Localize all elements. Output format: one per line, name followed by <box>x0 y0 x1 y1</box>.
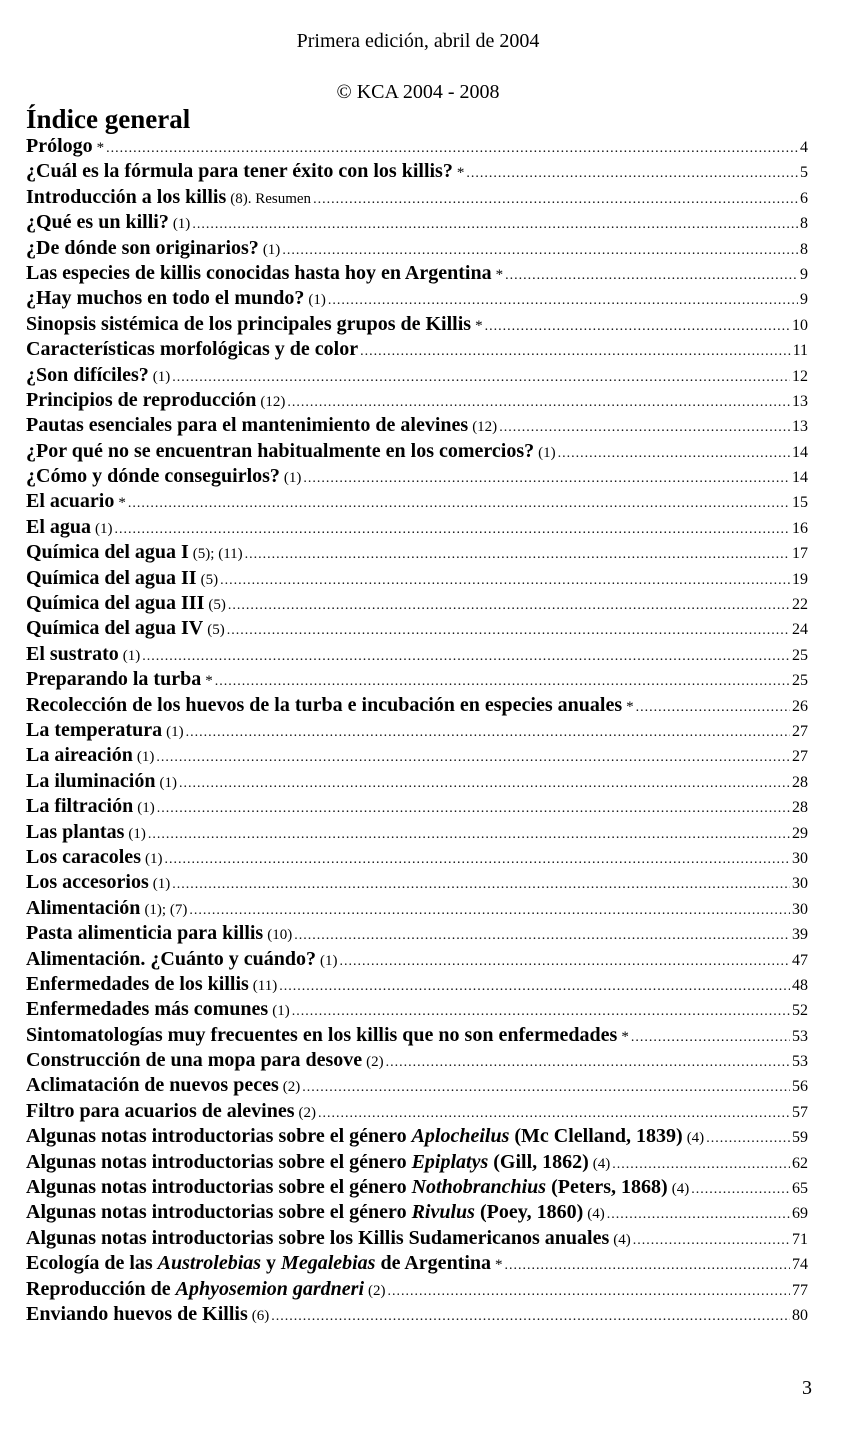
toc-entry-source-note: (1) <box>272 1003 290 1020</box>
toc-entry-title-text: Algunas notas introductorias sobre los Killis Sudamericanos anuales <box>26 1226 610 1249</box>
toc-entry <box>26 997 808 1022</box>
toc-entry <box>26 159 808 184</box>
toc-entry-title-text: Los caracoles <box>26 845 141 868</box>
toc-entry-title <box>26 769 155 794</box>
toc-leader-dots <box>607 1202 790 1227</box>
toc-entry-page: 53 <box>792 1027 808 1045</box>
toc-leader-dots <box>360 339 790 364</box>
toc-entry-source-note: (2) <box>368 1282 386 1299</box>
toc-entry-title <box>26 1226 609 1251</box>
toc-entry-title-text: La iluminación <box>26 769 156 792</box>
toc-entry <box>26 439 808 464</box>
toc-entry-source-note: (5) <box>200 571 219 588</box>
toc-entry-source-note: (2) <box>298 1104 316 1121</box>
toc-entry <box>26 820 808 845</box>
toc-entry-title-text: Reproducción de <box>26 1277 176 1300</box>
toc-entry-page: 48 <box>792 976 808 994</box>
toc-entry-page: 8 <box>800 215 808 233</box>
toc-entry <box>26 591 808 616</box>
toc-entry-page: 74 <box>792 1256 808 1274</box>
toc-entry-page: 57 <box>792 1103 808 1121</box>
toc-entry-title-text: Química del agua III <box>26 592 205 615</box>
toc-entry <box>26 947 808 972</box>
toc-entry-page: 17 <box>792 545 808 563</box>
toc-entry-source-note: (1) <box>283 470 302 487</box>
toc-entry-title <box>26 1124 683 1149</box>
toc-entry-title <box>26 1175 668 1200</box>
toc-entry-page: 30 <box>792 875 808 893</box>
toc-entry-source-note: (4) <box>592 1155 611 1172</box>
toc-entry-title-text: Pautas esenciales para el mantenimiento de alevines <box>26 414 469 437</box>
toc-entry-source-note: (11) <box>252 977 278 994</box>
toc-leader-dots <box>302 1075 790 1100</box>
toc-entry <box>26 642 808 667</box>
toc-entry-source-note: (1) <box>166 723 184 740</box>
toc-entry-page: 80 <box>792 1306 808 1324</box>
toc-entry-title <box>26 591 204 616</box>
toc-leader-dots <box>164 847 790 872</box>
toc-entry-source-note: (4) <box>671 1181 690 1198</box>
toc-entry-title-italic: Nothobranchius <box>411 1176 547 1199</box>
toc-entry-title <box>26 667 201 692</box>
toc-entry <box>26 896 808 921</box>
toc-entry <box>26 286 808 311</box>
toc-entry-title <box>26 413 468 438</box>
toc-entry-source-note: (1) <box>152 876 171 893</box>
toc-leader-dots <box>189 898 790 923</box>
edition-line: Primera edición, abril de 2004 <box>296 30 540 52</box>
toc-leader-dots <box>633 1228 790 1253</box>
toc-leader-dots <box>192 212 798 237</box>
toc-entry-title-text: Algunas notas introductorias sobre el género <box>26 1201 412 1224</box>
toc-entry-title-text: ¿De dónde son originarios? <box>26 236 259 259</box>
toc-leader-dots <box>485 314 790 339</box>
toc-entry-page: 53 <box>792 1053 808 1071</box>
toc-entry-title-text: (Poey, 1860) <box>474 1201 584 1224</box>
toc-entry-title <box>26 464 280 489</box>
toc-entry-title <box>26 1251 491 1276</box>
toc-entry-source-note: (8). Resumen <box>230 190 312 207</box>
toc-leader-dots <box>228 593 790 618</box>
toc-entry-source-note: (10) <box>267 927 293 944</box>
toc-entry-source-note: * <box>205 673 213 690</box>
toc-entry-title <box>26 896 140 921</box>
toc-entry-title <box>26 1302 248 1327</box>
toc-entry-title <box>26 642 119 667</box>
toc-entry-title <box>26 489 114 514</box>
toc-entry-title-text: y <box>261 1252 282 1275</box>
toc-entry-title-text: Principios de reproducción <box>26 388 257 411</box>
toc-entry-page: 28 <box>792 799 808 817</box>
toc-entry-title-text: La filtración <box>26 795 134 818</box>
toc-entry-page: 29 <box>792 824 808 842</box>
toc-entry-source-note: * <box>495 266 504 283</box>
toc-entry <box>26 363 808 388</box>
toc-entry-title <box>26 388 256 413</box>
toc-entry-title <box>26 1023 617 1048</box>
toc-entry-source-note: (1) <box>172 216 191 233</box>
toc-entry <box>26 743 808 768</box>
toc-entry <box>26 921 808 946</box>
toc-entry-title-text: Los accesorios <box>26 871 149 894</box>
toc-entry <box>26 489 808 514</box>
toc-entry-title <box>26 236 259 261</box>
toc-entry-page: 13 <box>792 418 808 436</box>
toc-leader-dots <box>505 1253 790 1278</box>
toc-entry-page: 39 <box>792 926 808 944</box>
toc-entry-title-text: La aireación <box>26 744 133 767</box>
toc-entry-page: 10 <box>792 316 808 334</box>
toc-entry <box>26 718 808 743</box>
toc-entry-title-text: Algunas notas introductorias sobre el género <box>26 1125 412 1148</box>
toc-entry-source-note: (2) <box>282 1079 301 1096</box>
toc-entry-page: 5 <box>800 164 808 182</box>
toc-entry-page: 25 <box>792 672 808 690</box>
toc-leader-dots <box>292 999 790 1024</box>
toc-entry-title-italic: Rivulus <box>411 1201 475 1224</box>
toc-entry-title-text: Las especies de killis conocidas hasta hoy en Argentina <box>26 261 492 284</box>
toc-entry-page: 28 <box>792 773 808 791</box>
toc-entry-title <box>26 1277 364 1302</box>
toc-entry <box>26 769 808 794</box>
toc-entry <box>26 1200 808 1225</box>
toc-entry <box>26 540 808 565</box>
toc-entry-source-note: * <box>475 317 483 334</box>
toc-entry-title-text: Química del agua II <box>26 566 197 589</box>
toc-entry-title <box>26 1150 589 1175</box>
toc-entry <box>26 1277 808 1302</box>
toc-entry-source-note: (1) <box>262 241 281 258</box>
toc-entry-source-note: * <box>456 165 465 182</box>
toc-leader-dots <box>227 618 790 643</box>
toc-entry-page: 27 <box>792 748 808 766</box>
toc-leader-dots <box>148 822 790 847</box>
toc-leader-dots <box>303 466 790 491</box>
toc-entry-source-note: (1) <box>144 850 163 867</box>
toc-entry-source-note: (12) <box>260 393 286 410</box>
toc-entry-page: 6 <box>800 189 808 207</box>
toc-entry <box>26 312 808 337</box>
toc-leader-dots <box>505 263 798 288</box>
toc-entry-title <box>26 997 268 1022</box>
toc-entry <box>26 667 808 692</box>
toc-entry-source-note: (1) <box>95 520 113 537</box>
toc-entry-source-note: (4) <box>613 1231 631 1248</box>
toc-entry <box>26 1124 808 1149</box>
toc-entry-title-text: Construcción de una mopa para desove <box>26 1049 363 1072</box>
toc-entry-page: 24 <box>792 621 808 639</box>
toc-entry-source-note: (1) <box>137 800 155 817</box>
toc-entry-source-note: (12) <box>472 419 498 436</box>
toc-entry <box>26 1251 808 1276</box>
toc-entry <box>26 1048 808 1073</box>
toc-entry <box>26 515 808 540</box>
toc-leader-dots <box>388 1279 791 1304</box>
toc-entry-title-text: Alimentación. ¿Cuánto y cuándo? <box>26 947 317 970</box>
toc-leader-dots <box>631 1025 790 1050</box>
toc-entry <box>26 1226 808 1251</box>
toc-entry-source-note: (1) <box>320 952 338 969</box>
toc-entry-title <box>26 972 249 997</box>
toc-entry-page: 56 <box>792 1078 808 1096</box>
toc-leader-dots <box>156 745 790 770</box>
toc-entry-title-text: Las plantas <box>26 820 125 843</box>
toc-entry-source-note: (2) <box>366 1054 384 1071</box>
toc-leader-dots <box>179 771 790 796</box>
toc-entry-title-text: Enfermedades de los killis <box>26 972 249 995</box>
toc-entry-title <box>26 312 471 337</box>
toc-entry-page: 12 <box>792 367 808 385</box>
toc-leader-dots <box>612 1152 790 1177</box>
toc-entry-title <box>26 1099 295 1124</box>
index-title: Índice general <box>26 104 191 134</box>
toc-entry-page: 22 <box>792 596 808 614</box>
table-of-contents <box>26 134 808 1327</box>
toc-entry-title-italic: Aplocheilus <box>411 1125 510 1148</box>
toc-entry-page: 19 <box>792 570 808 588</box>
toc-entry-title <box>26 515 91 540</box>
toc-entry-page: 4 <box>800 139 808 156</box>
toc-entry-source-note: (1) <box>159 774 177 791</box>
toc-leader-dots <box>186 720 790 745</box>
toc-entry-title-text: Enviando huevos de Killis <box>26 1302 248 1325</box>
page-number: 3 <box>802 1377 812 1399</box>
toc-entry-title-italic: Austrolebias <box>157 1252 262 1275</box>
toc-entry-page: 59 <box>792 1129 808 1147</box>
toc-entry-title <box>26 616 203 641</box>
toc-entry-source-note: (1) <box>128 825 146 842</box>
toc-entry <box>26 185 808 210</box>
toc-entry <box>26 134 808 159</box>
toc-entry <box>26 972 808 997</box>
toc-leader-dots <box>636 695 790 720</box>
toc-entry-title <box>26 947 316 972</box>
toc-entry-page: 9 <box>800 291 808 309</box>
toc-entry <box>26 337 808 362</box>
toc-entry-title-text: (Peters, 1868) <box>546 1176 668 1199</box>
toc-leader-dots <box>128 491 790 516</box>
toc-entry-title <box>26 743 133 768</box>
toc-entry-title <box>26 1048 362 1073</box>
toc-entry <box>26 388 808 413</box>
toc-leader-dots <box>157 796 790 821</box>
toc-entry-title-italic: Epiplatys <box>411 1150 489 1173</box>
toc-entry <box>26 236 808 261</box>
toc-entry-page: 52 <box>792 1002 808 1020</box>
toc-entry-title <box>26 566 197 591</box>
toc-entry-title-text: ¿Hay muchos en todo el mundo? <box>26 287 305 310</box>
toc-entry <box>26 464 808 489</box>
toc-entry <box>26 1150 808 1175</box>
toc-entry-source-note: * <box>96 140 105 156</box>
toc-entry-title <box>26 693 622 718</box>
toc-entry-title <box>26 794 133 819</box>
toc-entry-title <box>26 210 169 235</box>
toc-entry-source-note: (1) <box>152 368 171 385</box>
toc-entry <box>26 794 808 819</box>
toc-leader-dots <box>271 1304 790 1329</box>
toc-leader-dots <box>313 187 798 212</box>
toc-entry-source-note: (1) <box>122 647 141 664</box>
toc-leader-dots <box>220 568 790 593</box>
toc-entry-title <box>26 159 453 184</box>
toc-entry <box>26 845 808 870</box>
toc-entry <box>26 261 808 286</box>
toc-entry <box>26 1175 808 1200</box>
toc-entry-page: 25 <box>792 646 808 664</box>
toc-entry-title-text: Prólogo <box>26 135 93 157</box>
toc-entry-title-text: ¿Por qué no se encuentran habitualmente en los comercios? <box>26 439 535 462</box>
toc-entry-source-note: * <box>621 1028 629 1045</box>
toc-entry-title <box>26 1200 583 1225</box>
toc-entry-page: 14 <box>792 469 808 487</box>
toc-leader-dots <box>499 415 790 440</box>
toc-leader-dots <box>328 288 798 313</box>
toc-entry-title-text: Características morfológicas y de color <box>26 338 359 361</box>
toc-leader-dots <box>245 542 790 567</box>
toc-leader-dots <box>282 238 798 263</box>
toc-entry-page: 30 <box>792 849 808 867</box>
toc-entry-title-text: Alimentación <box>26 896 141 919</box>
toc-leader-dots <box>279 974 790 999</box>
toc-entry-page: 47 <box>792 951 808 969</box>
toc-entry-source-note: (5) <box>207 622 225 639</box>
toc-entry-title <box>26 185 226 210</box>
toc-entry-title <box>26 261 492 286</box>
toc-entry-title-text: ¿Son difíciles? <box>26 363 149 386</box>
toc-entry-source-note: (4) <box>686 1130 705 1147</box>
toc-entry-title-italic: Megalebias <box>281 1252 376 1275</box>
toc-entry <box>26 1099 808 1124</box>
toc-entry-title-text: de Argentina <box>375 1252 492 1275</box>
copyright-line: © KCA 2004 - 2008 <box>336 81 500 103</box>
toc-entry-title <box>26 540 189 565</box>
toc-leader-dots <box>106 136 798 161</box>
toc-entry <box>26 413 808 438</box>
toc-entry-title-text: ¿Qué es un killi? <box>26 211 169 234</box>
toc-entry-page: 11 <box>792 342 808 360</box>
toc-entry-title <box>26 820 124 845</box>
toc-entry-page: 65 <box>792 1180 808 1198</box>
toc-entry-page: 8 <box>800 240 808 258</box>
toc-leader-dots <box>172 365 790 390</box>
toc-entry-source-note: (5) <box>208 597 226 614</box>
toc-entry-title-text: La temperatura <box>26 718 163 741</box>
toc-entry-title-text: Sintomatologías muy frecuentes en los killis que no son enfermedades <box>26 1023 618 1046</box>
toc-entry-page: 71 <box>792 1230 808 1248</box>
toc-entry-source-note: (1) <box>308 292 326 309</box>
toc-entry <box>26 566 808 591</box>
toc-entry-source-note: (1); (7) <box>144 901 188 918</box>
toc-entry-page: 26 <box>792 697 808 715</box>
toc-leader-dots <box>558 441 790 466</box>
toc-entry-title-text: ¿Cuál es la fórmula para tener éxito con los killis? <box>26 160 453 183</box>
toc-entry-source-note: * <box>495 1257 503 1274</box>
toc-entry-title-text: Algunas notas introductorias sobre el género <box>26 1150 412 1173</box>
toc-entry-source-note: (6) <box>251 1307 270 1324</box>
toc-entry-page: 14 <box>792 443 808 461</box>
toc-leader-dots <box>115 517 790 542</box>
toc-entry-title-text: Preparando la turba <box>26 668 202 691</box>
toc-entry-page: 77 <box>792 1281 808 1299</box>
toc-entry-title-text: El agua <box>26 515 92 538</box>
toc-entry-source-note: (5); (11) <box>192 546 243 563</box>
toc-entry-title-text: El acuario <box>26 490 115 513</box>
toc-entry-title-text: Sinopsis sistémica de los principales grupos de Killis <box>26 312 472 335</box>
toc-leader-dots <box>318 1101 790 1126</box>
toc-entry-page: 69 <box>792 1205 808 1223</box>
toc-entry-title-text: ¿Cómo y dónde conseguirlos? <box>26 465 280 488</box>
toc-entry-title-text: (Mc Clelland, 1839) <box>509 1125 683 1148</box>
toc-entry-title <box>26 134 93 159</box>
toc-leader-dots <box>386 1050 790 1075</box>
toc-entry <box>26 1023 808 1048</box>
toc-entry-page: 9 <box>800 265 808 283</box>
toc-entry-title-text: Enfermedades más comunes <box>26 998 269 1021</box>
toc-entry <box>26 693 808 718</box>
toc-leader-dots <box>294 923 790 948</box>
toc-entry-title-text: Ecología de las <box>26 1252 158 1275</box>
toc-entry-title <box>26 921 263 946</box>
toc-entry <box>26 870 808 895</box>
toc-leader-dots <box>706 1126 790 1151</box>
toc-leader-dots <box>691 1177 790 1202</box>
toc-entry-title-text: Aclimatación de nuevos peces <box>26 1074 279 1097</box>
toc-entry-title-text: Filtro para acuarios de alevines <box>26 1099 295 1122</box>
toc-entry-title <box>26 870 149 895</box>
toc-entry-source-note: * <box>626 698 634 715</box>
toc-entry-title-text: Recolección de los huevos de la turba e incubación en especies anuales <box>26 693 623 716</box>
toc-entry-source-note: (1) <box>538 444 556 461</box>
toc-entry <box>26 1302 808 1327</box>
toc-entry-page: 62 <box>792 1154 808 1172</box>
toc-entry-title-italic: Aphyosemion gardneri <box>175 1277 364 1300</box>
toc-entry-title <box>26 1073 279 1098</box>
toc-leader-dots <box>215 669 790 694</box>
toc-entry-title <box>26 286 304 311</box>
toc-entry-title-text: Introducción a los killis <box>26 185 227 208</box>
toc-entry-title <box>26 718 162 743</box>
toc-entry-title-text: Química del agua I <box>26 541 189 564</box>
toc-leader-dots <box>340 949 790 974</box>
toc-entry <box>26 210 808 235</box>
toc-entry-source-note: * <box>118 495 126 512</box>
toc-leader-dots <box>287 390 790 415</box>
toc-entry-page: 27 <box>792 722 808 740</box>
toc-entry-source-note: (1) <box>136 749 155 766</box>
toc-entry-title <box>26 363 149 388</box>
toc-entry-page: 13 <box>792 392 808 410</box>
toc-entry-page: 30 <box>792 900 808 918</box>
toc-leader-dots <box>466 161 798 186</box>
toc-leader-dots <box>172 872 790 897</box>
toc-leader-dots <box>142 644 790 669</box>
toc-entry-source-note: (4) <box>587 1206 605 1223</box>
toc-entry-page: 15 <box>792 494 808 512</box>
toc-entry-title <box>26 845 141 870</box>
toc-entry-page: 16 <box>792 519 808 537</box>
toc-entry <box>26 616 808 641</box>
toc-entry-title-text: Química del agua IV <box>26 617 204 640</box>
toc-entry-title <box>26 337 358 362</box>
toc-entry-title-text: El sustrato <box>26 642 119 665</box>
toc-entry-title-text: (Gill, 1862) <box>488 1150 589 1173</box>
toc-entry-title-text: Pasta alimenticia para killis <box>26 922 264 945</box>
toc-entry-title <box>26 439 534 464</box>
toc-entry <box>26 1073 808 1098</box>
toc-entry-title-text: Algunas notas introductorias sobre el género <box>26 1176 412 1199</box>
